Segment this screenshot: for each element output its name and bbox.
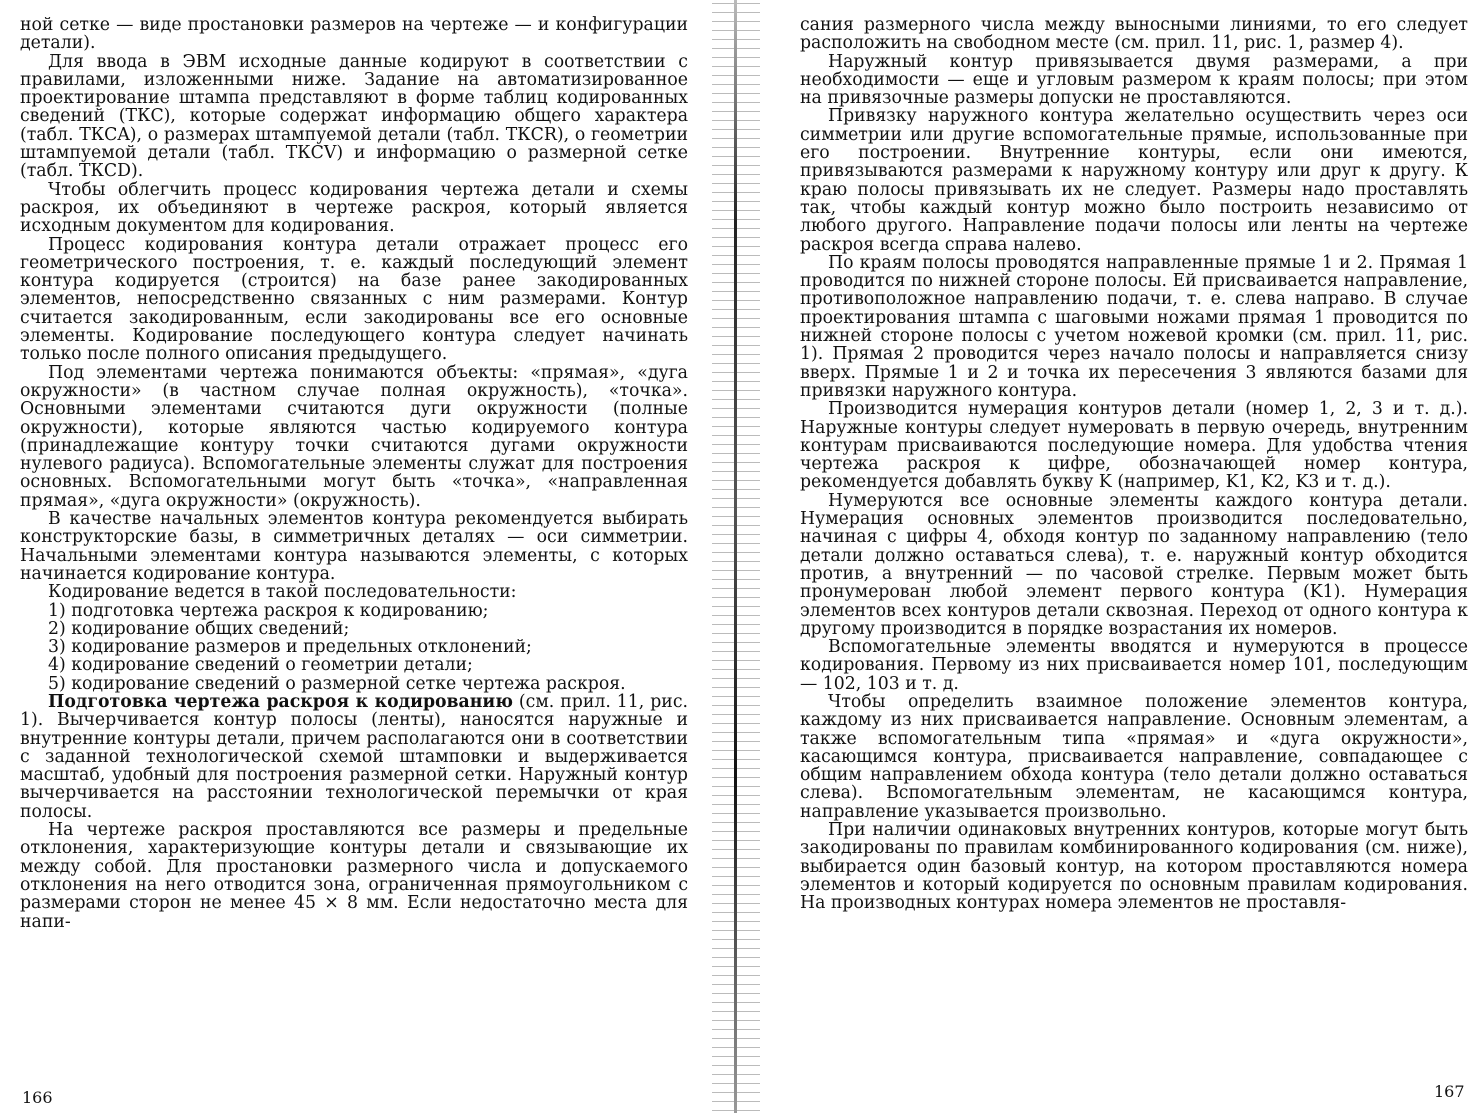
right-page-number: 167 [1434, 1082, 1465, 1101]
left-paragraph-heading [20, 693, 688, 821]
list-item: 5) кодирование сведений о размерной сетке чертежа раскроя. [48, 673, 626, 694]
right-paragraph-2: Наружный контур привязывается двумя размерами, а при необходимости — еще и угловым размером к краям полосы; при этом на привязочные размеры допуски не проставляются. [800, 51, 1468, 109]
left-paragraph-7: Кодирование ведется в такой последовательности: [48, 582, 517, 603]
right-paragraph-7: Вспомогательные элементы вводятся и нумеруются в процессе кодирования. Первому из них присваивается номер 101, последующим — 102, 103 и т. д. [800, 637, 1468, 694]
left-paragraph-2: Для ввода в ЭВМ исходные данные кодируют в соответствии с правилами, изложенными ниже. Задание на автоматизированное проектирование штампа представляют в форме таблиц кодированных сведений (ТКС), которые содержат информацию общего характера (табл. ТКСA), о размерах штампуемой детали (табл. ТКСR), о геометрии штампуемой детали (табл. ТКСV) и информацию о размерной сетке (табл. ТКСD). [20, 51, 688, 182]
left-paragraph-3: Чтобы облегчить процесс кодирования чертежа детали и схемы раскроя, их объединяют в чертеже раскроя, который является исходным документом для кодирования. [20, 179, 688, 237]
right-paragraph-6: Нумеруются все основные элементы каждого контура детали. Нумерация основных элементов производится последовательно, начиная с цифры 4, обходя контур по заданному направлению (тело детали должно оставаться слева), т. е. наружный контур обходится против, а внутренний — по часовой стрелке. Первым может быть пронумерован любой элемент первого контура (K1). Нумерация элементов всех контуров детали сквозная. Переход от одного контура к другому производится в порядке возрастания их номеров. [800, 490, 1468, 639]
list-item: 4) кодирование сведений о геометрии детали; [48, 655, 473, 676]
section-heading: Подготовка чертежа раскроя к кодированию [48, 691, 513, 712]
gutter-line [734, 0, 737, 1113]
list-item: 1) подготовка чертежа раскроя к кодированию; [48, 600, 489, 621]
right-page [800, 16, 1468, 913]
left-paragraph-4: Процесс кодирования контура детали отражает процесс его геометрического построения, т. е. каждый последующий элемент контура кодируется (строится) на базе ранее закодированных элементов, непосредственно связанных с ним размерами. Контур считается закодированным, если закодированы все его основные элементы. Кодирование последующего контура следует начинать только после полного описания предыдущего. [20, 234, 688, 365]
left-page-number: 166 [22, 1088, 53, 1107]
book-gutter [712, 0, 760, 1113]
right-paragraph-4: По краям полосы проводятся направленные прямые 1 и 2. Прямая 1 проводится по нижней стороне полосы. Ей присваивается направление, противоположное направлению подачи, т. е. слева направо. В случае проектирования штампа с шаговыми ножами прямая 1 проводится по нижней стороне полосы с учетом ножевой кромки (см. прил. 11, рис. 1). Прямая 2 проводится через начало полосы и направляется снизу вверх. Прямые 1 и 2 и точка их пересечения 3 являются базами для привязки наружного контура. [800, 252, 1468, 401]
list-item: 3) кодирование размеров и предельных отклонений; [48, 637, 532, 658]
right-paragraph-3: Привязку наружного контура желательно осуществить через оси симметрии или другие вспомогательные прямые, использованные при его построении. Внутренние контуры, если они имеются, привязываются размерами к наружному контуру или друг к другу. К краю полосы привязывать их не следует. Размеры надо проставлять так, чтобы каждый контур можно было построить независимо от любого другого. Направление подачи полосы или ленты на чертеже раскроя всегда справа налево. [800, 106, 1468, 255]
right-paragraph-8: Чтобы определить взаимное положение элементов контура, каждому из них присваивается направление. Основным элементам, а также вспомогательным типа «прямая» и «дуга окружности», касающимся контура, присваивается направление, совпадающее с общим направлением обхода контура (тело детали должно оставаться слева). Вспомогательным элементам, не касающимся контура, направление указывается произвольно. [800, 691, 1468, 822]
heading-continuation: (см. прил. 11, рис. 1). Вычерчивается контур полосы (ленты), наносятся наружные и внутренние контуры детали, причем располагаются они в соответствии с заданной технологической схемой штамповки и выдерживается масштаб, удобный для построения размерной сетки. Наружный контур вычерчивается на расстоянии технологической перемычки от края полосы. [20, 691, 689, 822]
right-paragraph-5: Производится нумерация контуров детали (номер 1, 2, 3 и т. д.). Наружные контуры следует нумеровать в первую очередь, внутренним контурам присваиваются последующие номера. Для удобства чтения чертежа раскроя к цифре, обозначающей номер контура, рекомендуется добавлять букву K (например, K1, K2, K3 и т. д.). [800, 399, 1468, 493]
left-paragraph-1: ной сетке — виде простановки размеров на чертеже — и конфигурации детали). [20, 15, 688, 54]
left-paragraph-last: На чертеже раскроя проставляются все размеры и предельные отклонения, характеризующие контуры детали и связывающие их между собой. Для простановки размерного числа и допускаемого отклонения на него отводится зона, ограниченная прямоугольником с размерами сторон не менее 45 × 8 мм. Если недостаточно места для напи- [20, 820, 688, 932]
left-paragraph-5: Под элементами чертежа понимаются объекты: «прямая», «дуга окружности» (в частном случае полная окружность), «точка». Основными элементами считаются дуги окружности (полные окружности), которые являются частью кодируемого контура (принадлежащие контуру точки считаются дугами окружности нулевого радиуса). Вспомогательные элементы служат для построения основных. Вспомогательными могут быть «точка», «направленная прямая», «дуга окружности» (окружность). [20, 362, 688, 511]
right-paragraph-1: сания размерного числа между выносными линиями, то его следует расположить на свободном месте (см. прил. 11, рис. 1, размер 4). [800, 15, 1468, 54]
left-page [20, 16, 688, 931]
right-paragraph-9: При наличии одинаковых внутренних контуров, которые могут быть закодированы по правилам комбинированного кодирования (см. ниже), выбирается один базовый контур, на котором проставляются номера элементов и который кодируется по основным правилам кодирования. На производных контурах номера элементов не проставля- [800, 820, 1468, 914]
left-paragraph-6: В качестве начальных элементов контура рекомендуется выбирать конструкторские базы, в симметричных деталях — оси симметрии. Начальными элементами контура называются элементы, с которых начинается кодирование контура. [20, 509, 688, 584]
list-item: 2) кодирование общих сведений; [48, 618, 350, 639]
